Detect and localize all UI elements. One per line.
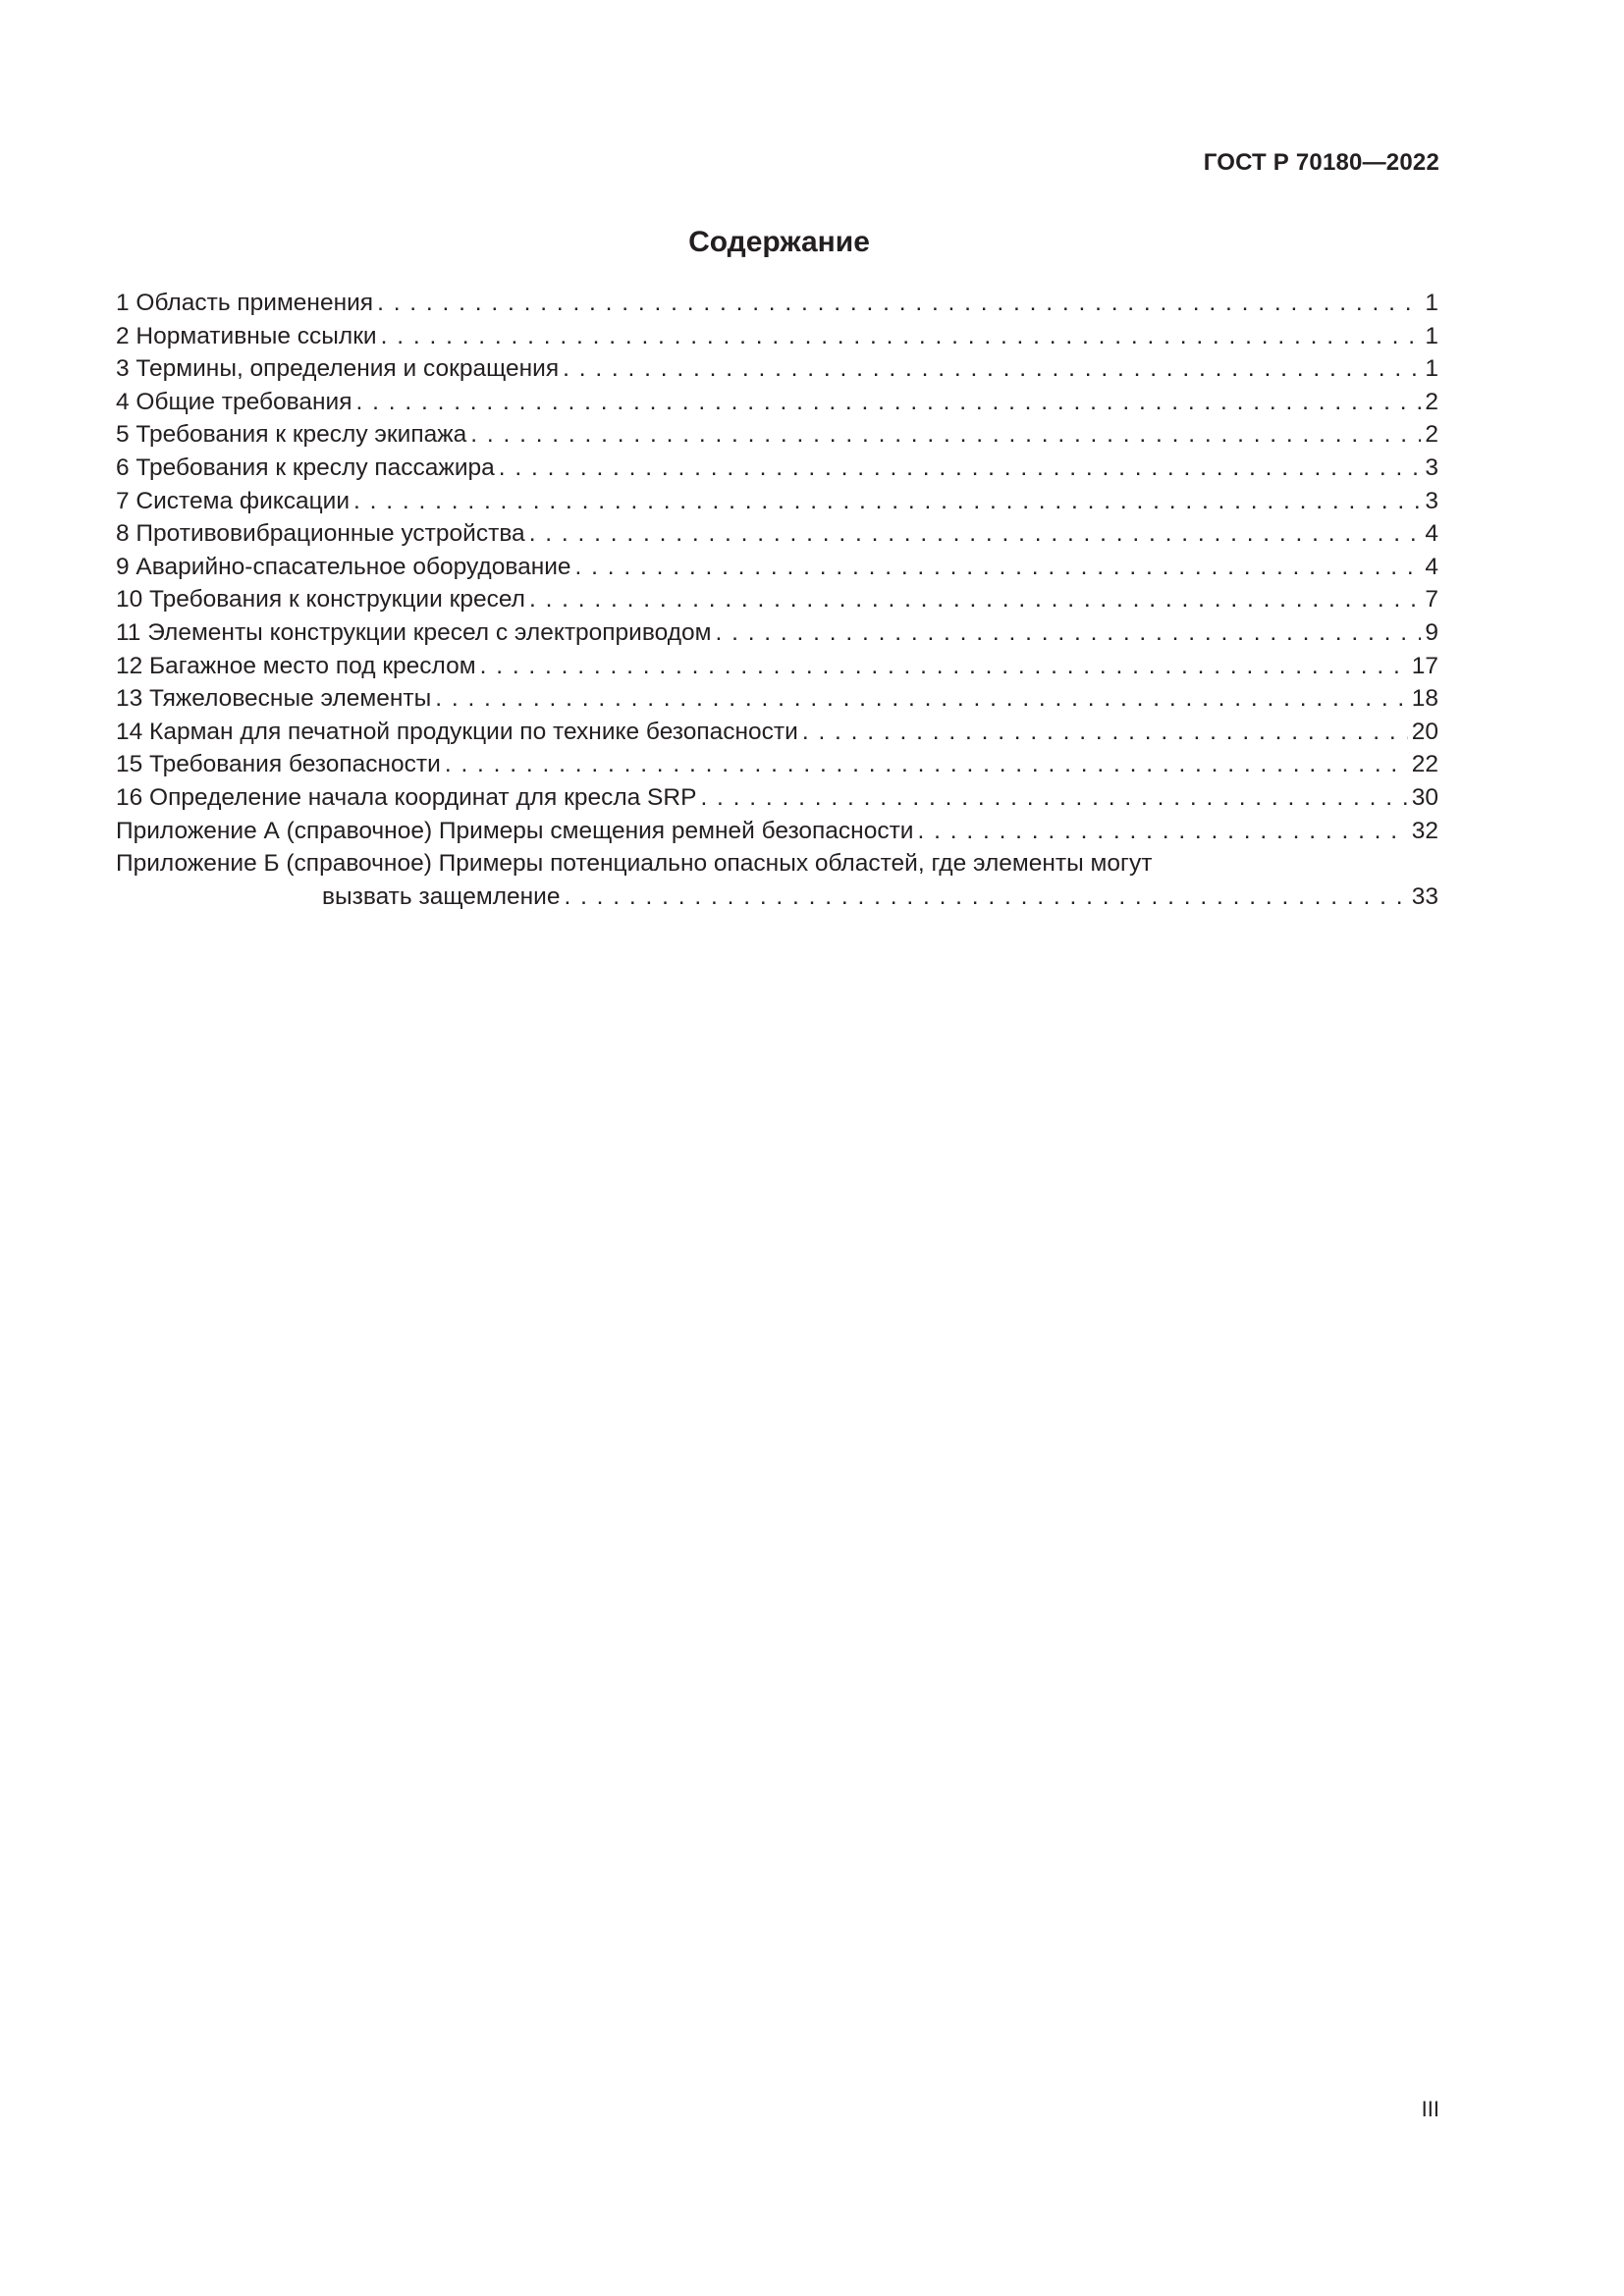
toc-item-label: 5 Требования к креслу экипажа xyxy=(116,421,467,449)
toc-item-label: 3 Термины, определения и сокращения xyxy=(116,355,560,383)
toc-item[interactable] xyxy=(116,386,1438,419)
toc-item-label: 16 Определение начала координат для кресла SRP xyxy=(116,783,697,811)
toc-leader xyxy=(381,320,1422,353)
toc-item-page: 2 xyxy=(1425,421,1438,449)
toc-item-label: 15 Требования безопасности xyxy=(116,751,441,778)
toc-item-label: 6 Требования к креслу пассажира xyxy=(116,454,495,481)
toc-leader xyxy=(700,781,1407,815)
toc-item[interactable] xyxy=(116,616,1438,650)
toc-item-multiline-tail[interactable] xyxy=(116,881,1438,914)
toc-leader xyxy=(564,881,1407,914)
toc-item[interactable] xyxy=(116,352,1438,386)
toc-leader xyxy=(470,418,1421,452)
toc-leader xyxy=(575,551,1422,584)
toc-item-page: 2 xyxy=(1425,388,1438,415)
toc-leader xyxy=(377,287,1421,320)
toc-item-label: Приложение Б (справочное) Примеры потенциально опасных областей, где элементы могут xyxy=(116,850,1153,878)
toc-leader xyxy=(353,485,1421,518)
toc-leader xyxy=(529,517,1422,551)
toc-item[interactable] xyxy=(116,320,1438,353)
toc-item[interactable] xyxy=(116,748,1438,781)
toc-item-page: 17 xyxy=(1411,652,1438,679)
toc-leader xyxy=(445,748,1408,781)
toc-item-label: 2 Нормативные ссылки xyxy=(116,322,377,349)
toc-item-label: Приложение А (справочное) Примеры смещения ремней безопасности xyxy=(116,817,914,844)
toc-item-page: 32 xyxy=(1411,817,1438,844)
toc-item-page: 4 xyxy=(1425,553,1438,580)
toc-item-label-continuation: вызвать защемление xyxy=(322,882,561,910)
toc-item-label: 11 Элементы конструкции кресел с электроприводом xyxy=(116,618,712,646)
toc-item-page: 22 xyxy=(1411,751,1438,778)
toc-item[interactable] xyxy=(116,781,1438,815)
toc-leader xyxy=(563,352,1421,386)
toc-item-label: 12 Багажное место под креслом xyxy=(116,652,476,679)
toc-item[interactable] xyxy=(116,287,1438,320)
toc-leader xyxy=(802,716,1408,749)
toc-item-label: 1 Область применения xyxy=(116,290,374,316)
toc-item-label: 14 Карман для печатной продукции по технике безопасности xyxy=(116,718,798,745)
toc-item-page: 1 xyxy=(1425,355,1438,383)
toc-item-page: 4 xyxy=(1425,520,1438,548)
toc-item[interactable] xyxy=(116,650,1438,683)
toc-leader xyxy=(435,682,1408,716)
toc-item[interactable] xyxy=(116,716,1438,749)
table-of-contents xyxy=(116,287,1438,913)
toc-item[interactable] xyxy=(116,517,1438,551)
toc-item[interactable] xyxy=(116,682,1438,716)
toc-leader xyxy=(480,650,1408,683)
toc-item-page: 1 xyxy=(1425,322,1438,349)
toc-item-page: 3 xyxy=(1425,454,1438,481)
toc-item-page: 30 xyxy=(1411,783,1438,811)
toc-item-page: 7 xyxy=(1425,586,1438,614)
toc-item-page: 33 xyxy=(1411,882,1438,910)
toc-item-label: 10 Требования к конструкции кресел xyxy=(116,586,525,614)
toc-item[interactable] xyxy=(116,815,1438,848)
toc-leader xyxy=(715,616,1421,650)
toc-item[interactable] xyxy=(116,485,1438,518)
toc-item[interactable] xyxy=(116,551,1438,584)
toc-item-multiline-head[interactable] xyxy=(116,847,1438,881)
toc-item-label: 9 Аварийно-спасательное оборудование xyxy=(116,553,571,580)
toc-item-label: 4 Общие требования xyxy=(116,388,352,415)
toc-item-page: 9 xyxy=(1425,618,1438,646)
toc-title: Содержание xyxy=(688,226,870,258)
toc-leader xyxy=(529,583,1421,616)
toc-item-label: 8 Противовибрационные устройства xyxy=(116,520,525,548)
toc-item[interactable] xyxy=(116,418,1438,452)
document-code: ГОСТ Р 70180—2022 xyxy=(1203,149,1439,176)
toc-item-page: 3 xyxy=(1425,487,1438,514)
toc-item-label: 7 Система фиксации xyxy=(116,487,351,514)
toc-item[interactable] xyxy=(116,452,1438,485)
toc-item-page: 18 xyxy=(1411,685,1438,713)
toc-item-page: 1 xyxy=(1425,290,1438,316)
toc-leader xyxy=(356,386,1422,419)
toc-item-label: 13 Тяжеловесные элементы xyxy=(116,685,432,713)
page-number: III xyxy=(1421,2097,1439,2121)
toc-item[interactable] xyxy=(116,583,1438,616)
toc-item-page: 20 xyxy=(1411,718,1438,745)
toc-leader xyxy=(918,815,1408,848)
toc-leader xyxy=(499,452,1422,485)
